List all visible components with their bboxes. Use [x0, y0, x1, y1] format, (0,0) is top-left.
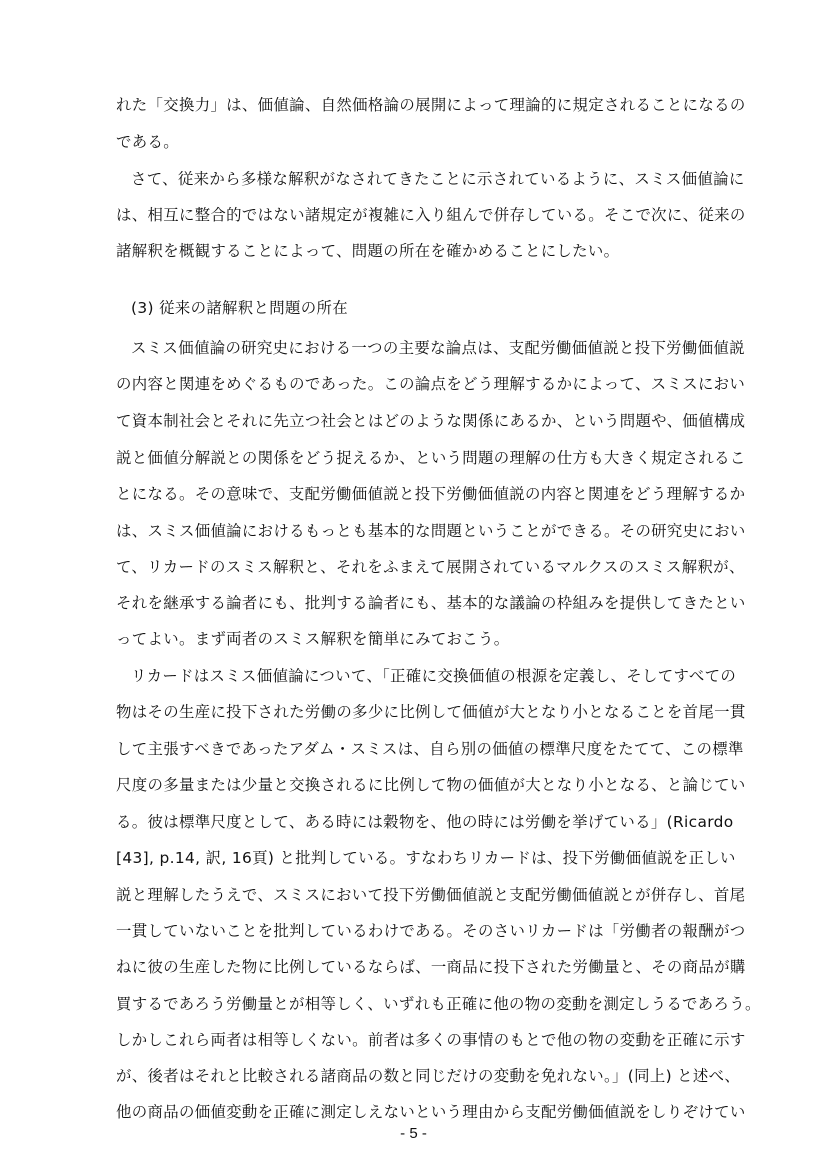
paragraph-line: それを継承する論者にも、批判する論者にも、基本的な議論の枠組みを提供してきたとい — [116, 594, 746, 612]
paragraph-line: しかしこれら両者は相等しくない。前者は多くの事情のもとで他の物の変動を正確に示す — [116, 1031, 746, 1049]
paragraph-line: とになる。その意味で、支配労働価値説と投下労働価値説の内容と関連をどう理解するか — [116, 485, 746, 503]
page-number: - 5 - — [400, 1125, 427, 1142]
paragraph-line: て資本制社会とそれに先立つ社会とはどのような関係にあるか、という問題や、価値構成 — [116, 412, 746, 430]
paragraph-line: て、リカードのスミス解釈と、それをふまえて展開されているマルクスのスミス解釈が、 — [116, 558, 745, 576]
paragraph-line: れた「交換力」は、価値論、自然価格論の展開によって理論的に規定されることになるの — [116, 96, 746, 114]
paragraph-line: 説と価値分解説との関係をどう捉えるか、という問題の理解の仕方も大きく規定されるこ — [116, 449, 746, 467]
paragraph-line: の内容と関連をめぐるものであった。この論点をどう理解するかによって、スミスにおい — [116, 375, 746, 393]
paragraph-line: 諸解釈を概観することによって、問題の所在を確かめることにしたい。 — [116, 242, 620, 260]
paragraph-line: 一貫していないことを批判しているわけである。そのさいリカードは「労働者の報酬がつ — [116, 922, 746, 940]
paragraph-line: である。 — [116, 133, 179, 151]
paragraph-line: 説と理解したうえで、スミスにおいて投下労働価値説と支配労働価値説とが併存し、首尾 — [116, 886, 746, 904]
paragraph-line-last: 他の商品の価値変動を正確に測定しえないという理由から支配労働価値説をしりぞけてい — [116, 1103, 746, 1121]
paragraph-line: スミス価値論の研究史における一つの主要な論点は、支配労働価値説と投下労働価値説 — [131, 339, 745, 357]
paragraph-line: 尺度の多量または少量と交換されるに比例して物の価値が大となり小となる、と論じてい — [116, 776, 746, 794]
paragraph-line: ねに彼の生産した物に比例しているならば、一商品に投下された労働量と、その商品が購 — [116, 958, 746, 976]
paragraph-line: 買するであろう労働量とが相等しく、いずれも正確に他の物の変動を測定しうるであろう。 — [116, 995, 761, 1013]
paragraph-line: 物はその生産に投下された労働の多少に比例して価値が大となり小となることを首尾一貫 — [116, 703, 746, 721]
paragraph-line: る。彼は標準尺度として、ある時には穀物を、他の時には労働を挙げている」(Ricardo — [116, 813, 734, 831]
paragraph-line: [43], p.14, 訳, 16頁) と批判している。すなわちリカードは、投下労働価値説を正しい — [116, 849, 736, 867]
paragraph-line: は、相互に整合的ではない諸規定が複雑に入り組んで併存している。そこで次に、従来の — [116, 206, 746, 224]
paragraph-line: ってよい。まず両者のスミス解釈を簡単にみておこう。 — [116, 630, 510, 648]
paragraph-line: が、後者はそれと比較される諸商品の数と同じだけの変動を免れない。」(同上) と述べ、 — [116, 1067, 741, 1085]
section-heading: (3) 従来の諸解釈と問題の所在 — [131, 299, 348, 317]
paragraph-line: は、スミス価値論におけるもっとも基本的な問題ということができる。その研究史におい — [116, 522, 746, 540]
paragraph-line: さて、従来から多様な解釈がなされてきたことに示されているように、スミス価値論に — [131, 170, 745, 188]
paragraph-line: して主張すべきであったアダム・スミスは、自ら別の価値の標準尺度をたてて、この標準 — [116, 740, 744, 758]
paragraph-line: リカードはスミス価値論について、「正確に交換価値の根源を定義し、そしてすべての — [131, 667, 737, 685]
